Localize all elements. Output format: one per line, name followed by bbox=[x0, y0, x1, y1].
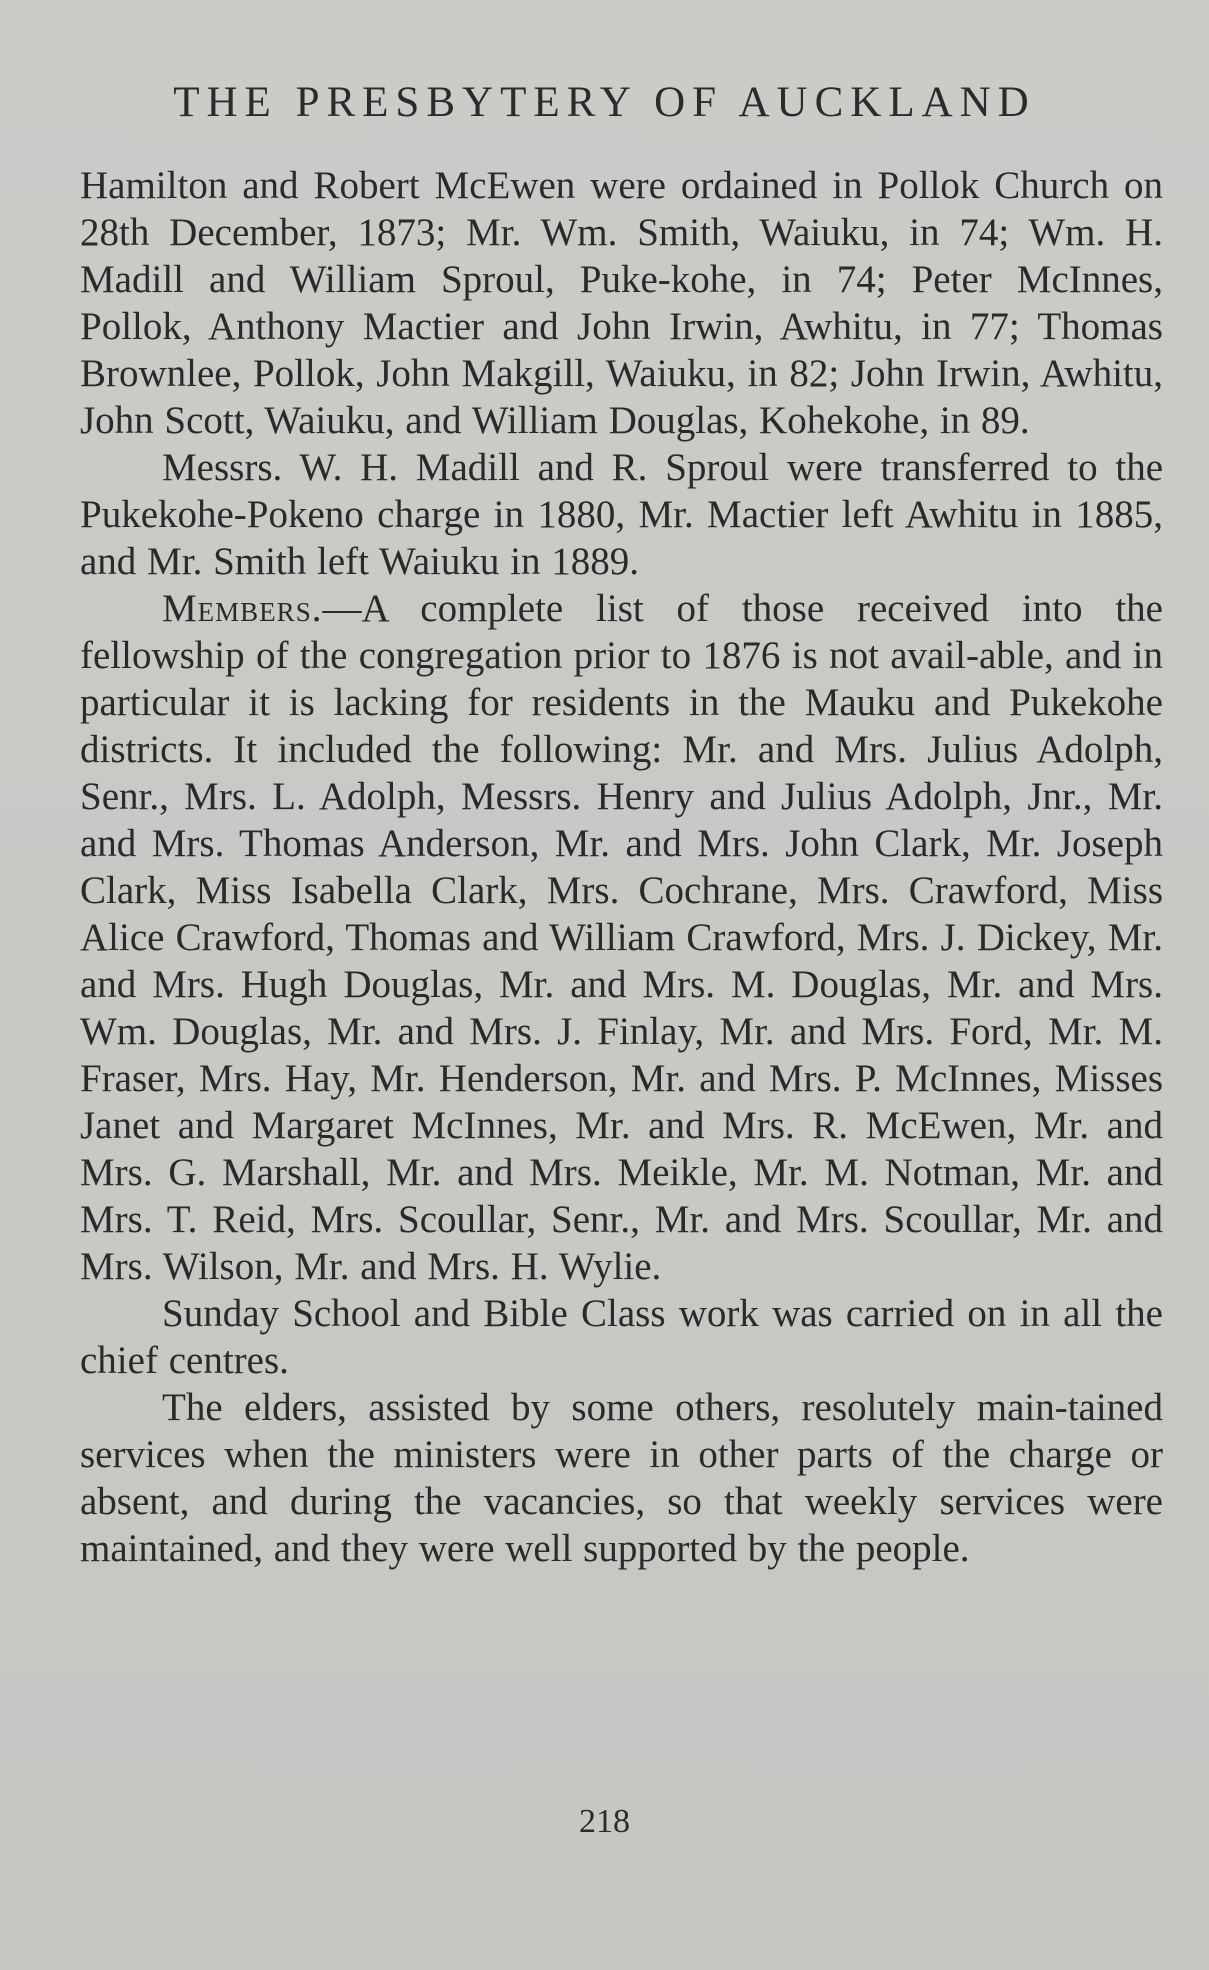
paragraph: Messrs. W. H. Madill and R. Sproul were transferred to the Pukekohe-Pokeno charge in 1880, Mr. Mactier left Awhitu in 1885, and Mr. Smith left Waiuku in 1889. bbox=[80, 446, 1163, 583]
section-heading: Members. bbox=[162, 587, 323, 630]
paragraph: Hamilton and Robert McEwen were ordained in Pollok Church on 28th December, 1873; Mr. Wm. Smith, Waiuku, in 74; Wm. H. Madill and William Sproul, Puke-kohe, in 74; Peter McInnes, Pollok, Anthony Mactier and John Irwin, Awhitu, in 77; Thomas Brownlee, Pollok, John Makgill, Waiuku, in 82; John Irwin, Awhitu, John Scott, Waiuku, and William Douglas, Kohekohe, in 89. bbox=[80, 164, 1163, 442]
running-head: THE PRESBYTERY OF AUCKLAND bbox=[173, 79, 1036, 126]
paragraph: Sunday School and Bible Class work was carried on in all the chief centres. bbox=[80, 1292, 1163, 1382]
page-number: 218 bbox=[579, 1803, 630, 1840]
paragraph: The elders, assisted by some others, resolutely main-tained services when the ministers were in other parts of the charge or absent, and during the vacancies, so that weekly services were maintained, and they were well supported by the people. bbox=[80, 1386, 1163, 1570]
paragraph bbox=[80, 585, 1163, 1290]
body-text bbox=[80, 162, 1163, 1572]
paragraph-text: —A complete list of those received into the fellowship of the congregation prior to 1876 is not avail-able, and in particular it is lacking for residents in the Mauku and Pukekohe districts. It included the following: Mr. and Mrs. Julius Adolph, Senr., Mrs. L. Adolph, Messrs. Henry and Julius Adolph, Jnr., Mr. and Mrs. Thomas Anderson, Mr. and Mrs. John Clark, Mr. Joseph Clark, Miss Isabella Clark, Mrs. Cochrane, Mrs. Crawford, Miss Alice Crawford, Thomas and William Crawford, Mrs. J. Dickey, Mr. and Mrs. Hugh Douglas, Mr. and Mrs. M. Douglas, Mr. and Mrs. Wm. Douglas, Mr. and Mrs. J. Finlay, Mr. and Mrs. Ford, Mr. M. Fraser, Mrs. Hay, Mr. Henderson, Mr. and Mrs. P. McInnes, Misses Janet and Margaret McInnes, Mr. and Mrs. R. McEwen, Mr. and Mrs. G. Marshall, Mr. and Mrs. Meikle, Mr. M. Notman, Mr. and Mrs. T. Reid, Mrs. Scoullar, Senr., Mr. and Mrs. Scoullar, Mr. and Mrs. Wilson, Mr. and Mrs. H. Wylie. bbox=[80, 587, 1163, 1288]
